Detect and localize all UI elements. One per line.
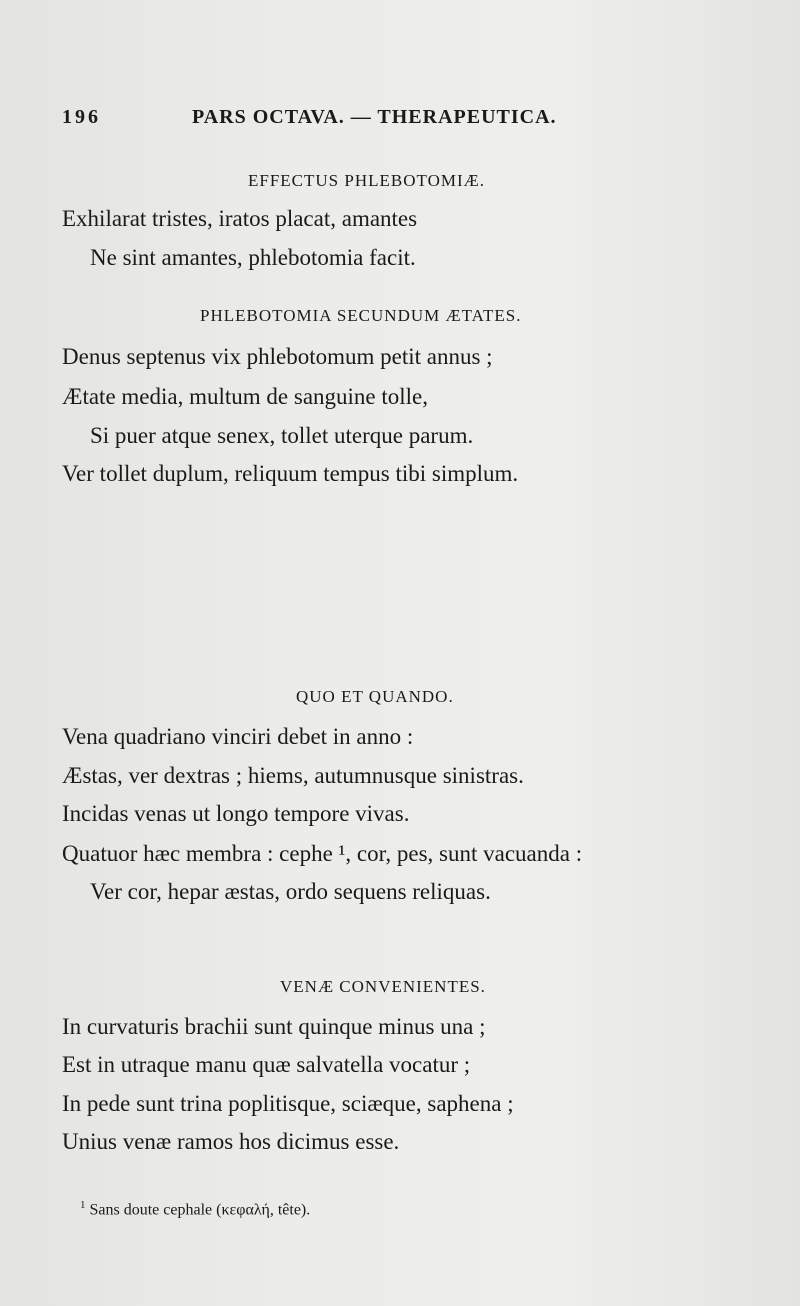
verse-line: Ver cor, hepar æstas, ordo sequens reliquas. xyxy=(90,879,491,904)
page-number: 196 xyxy=(62,106,101,128)
verse-line: Incidas venas ut longo tempore vivas. xyxy=(62,801,410,826)
verse-line: Si puer atque senex, tollet uterque parum. xyxy=(90,423,474,448)
verse-line: Denus septenus vix phlebotomum petit annus ; xyxy=(62,344,493,369)
verse-line: Vena quadriano vinciri debet in anno : xyxy=(62,724,414,749)
verse-line: Ver tollet duplum, reliquum tempus tibi simplum. xyxy=(62,461,519,486)
section-heading-effectus: EFFECTUS PHLEBOTOMIÆ. xyxy=(248,171,485,190)
section-heading-aetates: PHLEBOTOMIA SECUNDUM ÆTATES. xyxy=(200,306,522,325)
verse-line: In curvaturis brachii sunt quinque minus una ; xyxy=(62,1014,486,1039)
verse-line: Ne sint amantes, phlebotomia facit. xyxy=(90,245,416,270)
verse-line: Æstas, ver dextras ; hiems, autumnusque sinistras. xyxy=(62,763,524,788)
footnote xyxy=(80,1199,310,1219)
section-heading-venae: VENÆ CONVENIENTES. xyxy=(280,977,486,996)
verse-line: Quatuor hæc membra : cephe ¹, cor, pes, sunt vacuanda : xyxy=(62,841,583,866)
verse-line: In pede sunt trina poplitisque, sciæque, saphena ; xyxy=(62,1091,514,1116)
footnote-text: Sans doute cephale (κεφαλή, tête). xyxy=(89,1201,311,1219)
verse-line: Exhilarat tristes, iratos placat, amantes xyxy=(62,206,418,231)
running-title: PARS OCTAVA. — THERAPEUTICA. xyxy=(192,106,557,128)
verse-line: Unius venæ ramos hos dicimus esse. xyxy=(62,1129,400,1154)
verse-line: Ætate media, multum de sanguine tolle, xyxy=(62,384,429,409)
section-heading-quo-et-quando: QUO ET QUANDO. xyxy=(296,687,454,706)
verse-line: Est in utraque manu quæ salvatella vocatur ; xyxy=(62,1052,471,1077)
footnote-marker: 1 xyxy=(80,1199,86,1211)
